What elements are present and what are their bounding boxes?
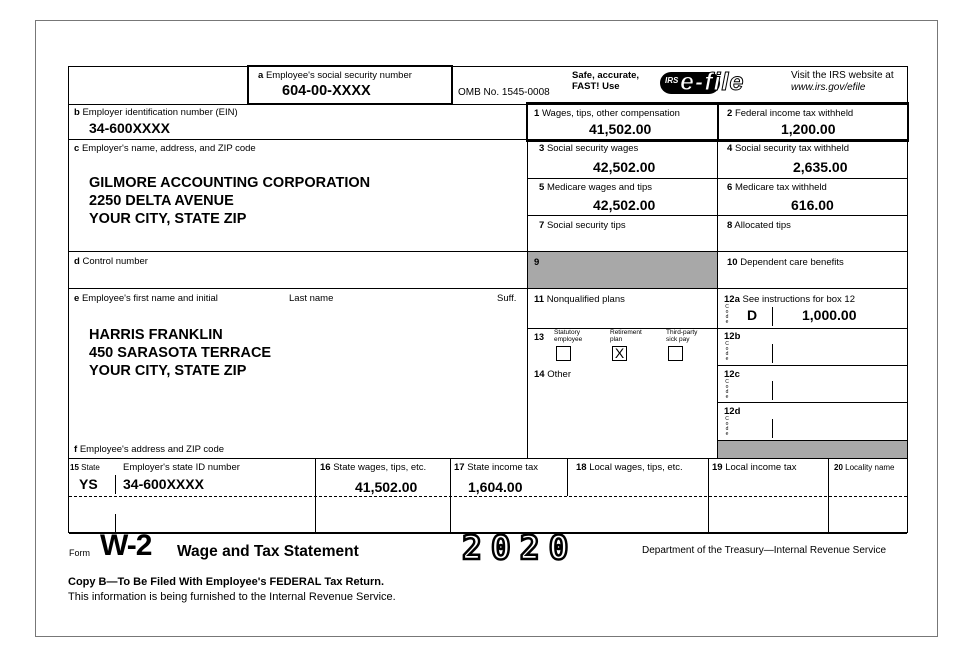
suffix-label: Suff. <box>497 293 517 304</box>
box-d-label: d Control number <box>74 256 148 267</box>
box3-label: 3 Social security wages <box>539 143 639 154</box>
form-word: Form <box>69 548 90 558</box>
box12d-label: 12d <box>724 406 741 417</box>
efile-visit-1: Visit the IRS website at <box>791 70 894 81</box>
employee-city: YOUR CITY, STATE ZIP <box>89 363 247 379</box>
box16-label: 16 State wages, tips, etc. <box>320 462 427 473</box>
box15-id-label: Employer's state ID number <box>123 462 240 473</box>
state-code: YS <box>79 476 98 492</box>
box12a-code-caption: C o d e <box>725 304 729 325</box>
statutory-label: Statutory employee <box>554 329 583 343</box>
box-b-label: b Employer identification number (EIN) <box>74 107 238 118</box>
tax-year: 2020 <box>462 528 578 567</box>
box4-value: 2,635.00 <box>793 159 848 175</box>
last-name-label: Last name <box>289 293 334 304</box>
efile-logo <box>660 70 779 97</box>
box5-label: 5 Medicare wages and tips <box>539 182 653 193</box>
omb-number: OMB No. 1545-0008 <box>458 87 550 98</box>
form-name: W-2 <box>100 529 152 562</box>
retirement-checkbox[interactable]: X <box>612 346 627 361</box>
shaded-area <box>718 441 907 458</box>
copy-b-note: Copy B—To Be Filed With Employee's FEDERAL Tax Return. <box>68 576 385 588</box>
box17-value: 1,604.00 <box>468 479 523 495</box>
efile-logo-text: e-file <box>680 68 745 96</box>
department: Department of the Treasury—Internal Revenue Service <box>642 545 887 556</box>
box12c-code-caption: C o d e <box>725 379 729 400</box>
box6-value: 616.00 <box>791 197 834 213</box>
box1-value: 41,502.00 <box>589 121 652 137</box>
box12a-value: 1,000.00 <box>802 307 857 323</box>
efile-tagline-1: Safe, accurate, <box>572 70 640 81</box>
box12a-code: D <box>747 307 758 323</box>
box12d-code-caption: C o d e <box>725 416 729 437</box>
employee-street: 450 SARASOTA TERRACE <box>89 345 272 361</box>
box7-label: 7 Social security tips <box>539 220 626 231</box>
box-c-label: c Employer's name, address, and ZIP code <box>74 143 256 154</box>
box6-label: 6 Medicare tax withheld <box>727 182 827 193</box>
box14-label: 14 Other <box>534 369 571 380</box>
employer-name: GILMORE ACCOUNTING CORPORATION <box>89 175 371 191</box>
box15-label: 15 State <box>70 463 100 472</box>
box9-label: 9 <box>534 257 540 268</box>
efile-visit-2: www.irs.gov/efile <box>791 82 866 93</box>
retirement-label: Retirement plan <box>610 329 642 343</box>
statutory-checkbox[interactable] <box>556 346 571 361</box>
box17-label: 17 State income tax <box>454 462 538 473</box>
irs-info-note: This information is being furnished to the Internal Revenue Service. <box>68 591 396 603</box>
box18-label: 18 Local wages, tips, etc. <box>576 462 683 473</box>
box3-value: 42,502.00 <box>593 159 656 175</box>
state-id: 34-600XXXX <box>123 476 204 492</box>
box20-label: 20 Locality name <box>834 463 895 472</box>
box2-label: 2 Federal income tax withheld <box>727 108 854 119</box>
box13-number: 13 <box>534 332 545 342</box>
box9-shaded <box>528 252 717 288</box>
box16-value: 41,502.00 <box>355 479 418 495</box>
box4-label: 4 Social security tax withheld <box>727 143 849 154</box>
box5-value: 42,502.00 <box>593 197 656 213</box>
employee-name: HARRIS FRANKLIN <box>89 327 223 343</box>
employer-street: 2250 DELTA AVENUE <box>89 193 234 209</box>
box12b-code-caption: C o d e <box>725 341 729 362</box>
box19-label: 19 Local income tax <box>712 462 797 473</box>
box-e-label: e Employee's first name and initial <box>74 293 218 304</box>
box2-value: 1,200.00 <box>781 121 836 137</box>
box12a-label: 12a See instructions for box 12 <box>724 294 855 305</box>
box12c-label: 12c <box>724 369 740 380</box>
box8-label: 8 Allocated tips <box>727 220 791 231</box>
box12b-label: 12b <box>724 331 741 342</box>
thirdparty-checkbox[interactable] <box>668 346 683 361</box>
form-title: Wage and Tax Statement <box>177 543 359 560</box>
thirdparty-label: Third-party sick pay <box>666 329 698 343</box>
ssn-value: 604-00-XXXX <box>282 83 371 99</box>
ein-value: 34-600XXXX <box>89 120 170 136</box>
efile-irs: IRS <box>665 76 679 85</box>
box11-label: 11 Nonqualified plans <box>534 294 625 305</box>
box10-label: 10 Dependent care benefits <box>727 257 844 268</box>
box-f-label: f Employee's address and ZIP code <box>74 444 225 455</box>
w2-form <box>68 66 908 533</box>
box-a-label: a Employee's social security number <box>258 70 412 81</box>
efile-tagline-2: FAST! Use <box>572 81 620 92</box>
employer-city: YOUR CITY, STATE ZIP <box>89 211 247 227</box>
box1-label: 1 Wages, tips, other compensation <box>534 108 680 119</box>
